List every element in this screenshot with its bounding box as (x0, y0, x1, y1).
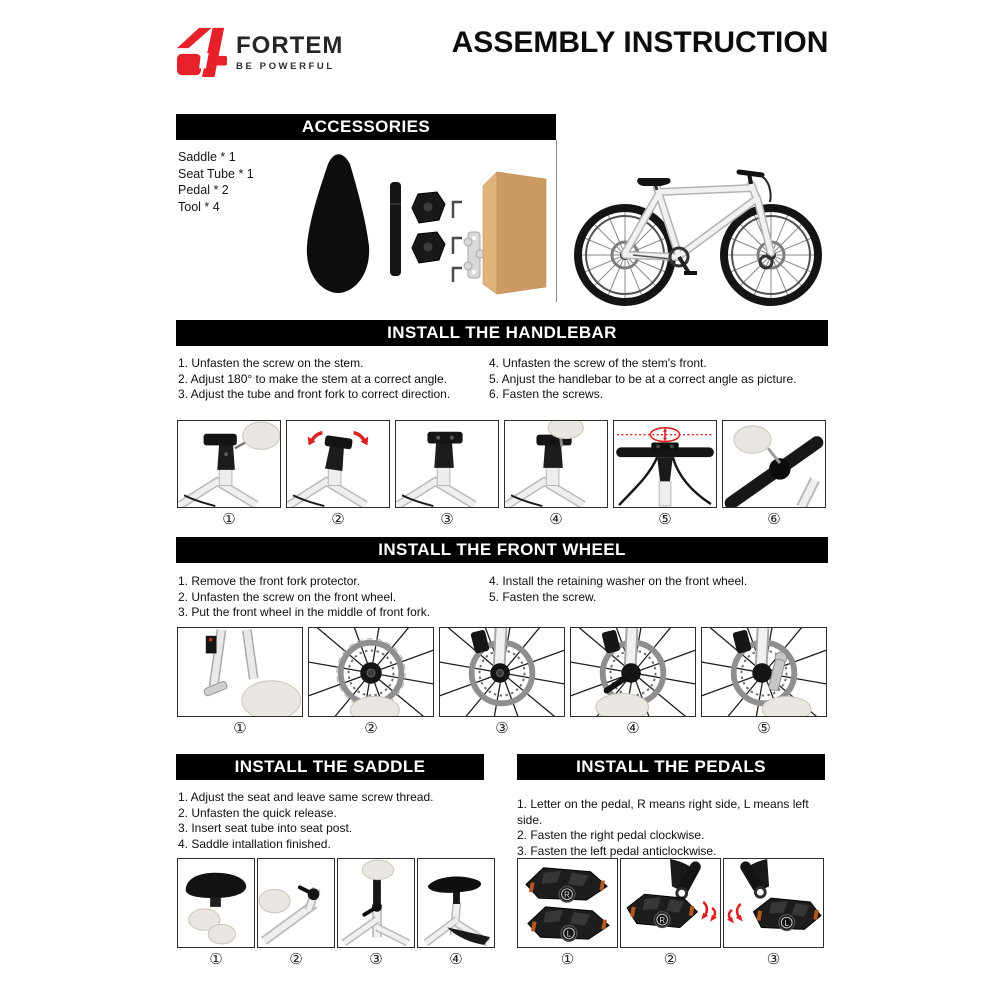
handlebar-figure-6 (722, 420, 826, 527)
figure-number: ① (209, 950, 223, 968)
pedals-figure-1 (517, 858, 618, 967)
figure-number: ② (289, 950, 303, 968)
step: 1. Letter on the pedal, R means right side, L means left side. (517, 797, 809, 827)
step: 1. Unfasten the screw on the stem. (178, 356, 364, 370)
logo-text (236, 26, 343, 72)
figure-number: ⑥ (767, 510, 781, 528)
saddle-figure-1 (177, 858, 255, 967)
front-wheel-figure-4 (570, 627, 696, 736)
pedal-letter-right: R (564, 890, 570, 900)
front-wheel-figure-3 (439, 627, 565, 736)
accessories-list (178, 149, 254, 215)
accessories-item: Saddle * 1 (178, 150, 236, 164)
step: 2. Adjust 180° to make the stem at a correct angle. (178, 371, 447, 386)
step: 3. Put the front wheel in the middle of front fork. (178, 605, 431, 619)
front-wheel-steps-right (489, 574, 834, 605)
figure-number: ④ (449, 950, 463, 968)
figure-number: ③ (440, 510, 454, 528)
handlebar-steps-right (489, 356, 834, 403)
figure-number: ③ (495, 719, 509, 737)
accessories-banner: ACCESSORIES (176, 114, 556, 140)
saddle-banner: INSTALL THE SADDLE (176, 754, 484, 780)
step: 3. Fasten the left pedal anticlockwise. (517, 843, 717, 858)
figure-number: ① (560, 950, 575, 968)
handlebar-figure-3 (395, 420, 499, 527)
handlebar-banner: INSTALL THE HANDLEBAR (176, 320, 828, 346)
brand-logo (176, 26, 343, 78)
figure-number: ③ (766, 950, 781, 968)
step: 2. Unfasten the screw on the front wheel. (178, 589, 397, 604)
step: 2. Unfasten the quick release. (178, 805, 337, 820)
step: 4. Install the retaining washer on the front wheel. (489, 574, 748, 588)
bike-photo (565, 140, 830, 312)
pedals-figure-3 (723, 858, 824, 967)
figure-number: ⑤ (658, 510, 672, 528)
saddle-figure-4 (417, 858, 495, 967)
page-title: ASSEMBLY INSTRUCTION (451, 26, 829, 59)
figure-number: ② (364, 719, 378, 737)
saddle-figure-2 (257, 858, 335, 967)
step: 5. Anjust the handlebar to be at a correct angle as picture. (489, 371, 797, 386)
figure-number: ④ (549, 510, 563, 528)
handlebar-figure-5 (613, 420, 717, 527)
front-wheel-steps-left (178, 574, 483, 621)
brand-name: FORTEM (236, 32, 344, 59)
step: 1. Adjust the seat and leave same screw thread. (178, 790, 434, 804)
step: 4. Unfasten the screw of the stem's front. (489, 356, 707, 370)
step: 3. Insert seat tube into seat post. (178, 821, 353, 835)
fortem-logo-icon (176, 26, 228, 78)
front-wheel-figure-row (177, 627, 827, 736)
step: 2. Fasten the right pedal clockwise. (517, 828, 705, 842)
pedals-figure-row (517, 858, 824, 967)
figure-number: ② (331, 510, 345, 528)
figure-number: ⑤ (757, 719, 771, 737)
brand-tagline: BE POWERFUL (236, 61, 335, 72)
pedal-letter-left: L (784, 918, 789, 928)
pedals-figure-2 (620, 858, 721, 967)
handlebar-figure-row (177, 420, 826, 527)
figure-number: ③ (369, 950, 383, 968)
pedals-banner: INSTALL THE PEDALS (517, 754, 825, 780)
accessories-item: Tool * 4 (178, 199, 220, 214)
figure-number: ④ (626, 719, 640, 737)
front-wheel-banner: INSTALL THE FRONT WHEEL (176, 537, 828, 563)
accessories-item: Pedal * 2 (178, 183, 229, 197)
figure-number: ① (233, 719, 247, 737)
step: 4. Saddle intallation finished. (178, 836, 331, 851)
handlebar-figure-4 (504, 420, 608, 527)
step: 6. Fasten the screws. (489, 387, 604, 401)
pedal-letter-left: L (566, 929, 572, 939)
front-wheel-figure-2 (308, 627, 434, 736)
pedal-letter-right: R (659, 916, 666, 926)
handlebar-figure-2 (286, 420, 390, 527)
step: 1. Remove the front fork protector. (178, 574, 361, 588)
figure-number: ② (663, 950, 678, 968)
figure-number: ① (222, 510, 236, 528)
front-wheel-figure-5 (701, 627, 827, 736)
step: 3. Adjust the tube and front fork to correct direction. (178, 387, 451, 401)
pedals-steps (517, 797, 837, 859)
saddle-figure-row (177, 858, 495, 967)
saddle-figure-3 (337, 858, 415, 967)
accessories-item: Seat Tube * 1 (178, 166, 254, 181)
handlebar-steps-left (178, 356, 483, 403)
front-wheel-figure-1 (177, 627, 303, 736)
step: 5. Fasten the screw. (489, 589, 597, 604)
handlebar-figure-1 (177, 420, 281, 527)
saddle-steps (178, 790, 498, 852)
accessories-parts-image (300, 146, 556, 308)
vertical-divider (556, 140, 557, 302)
